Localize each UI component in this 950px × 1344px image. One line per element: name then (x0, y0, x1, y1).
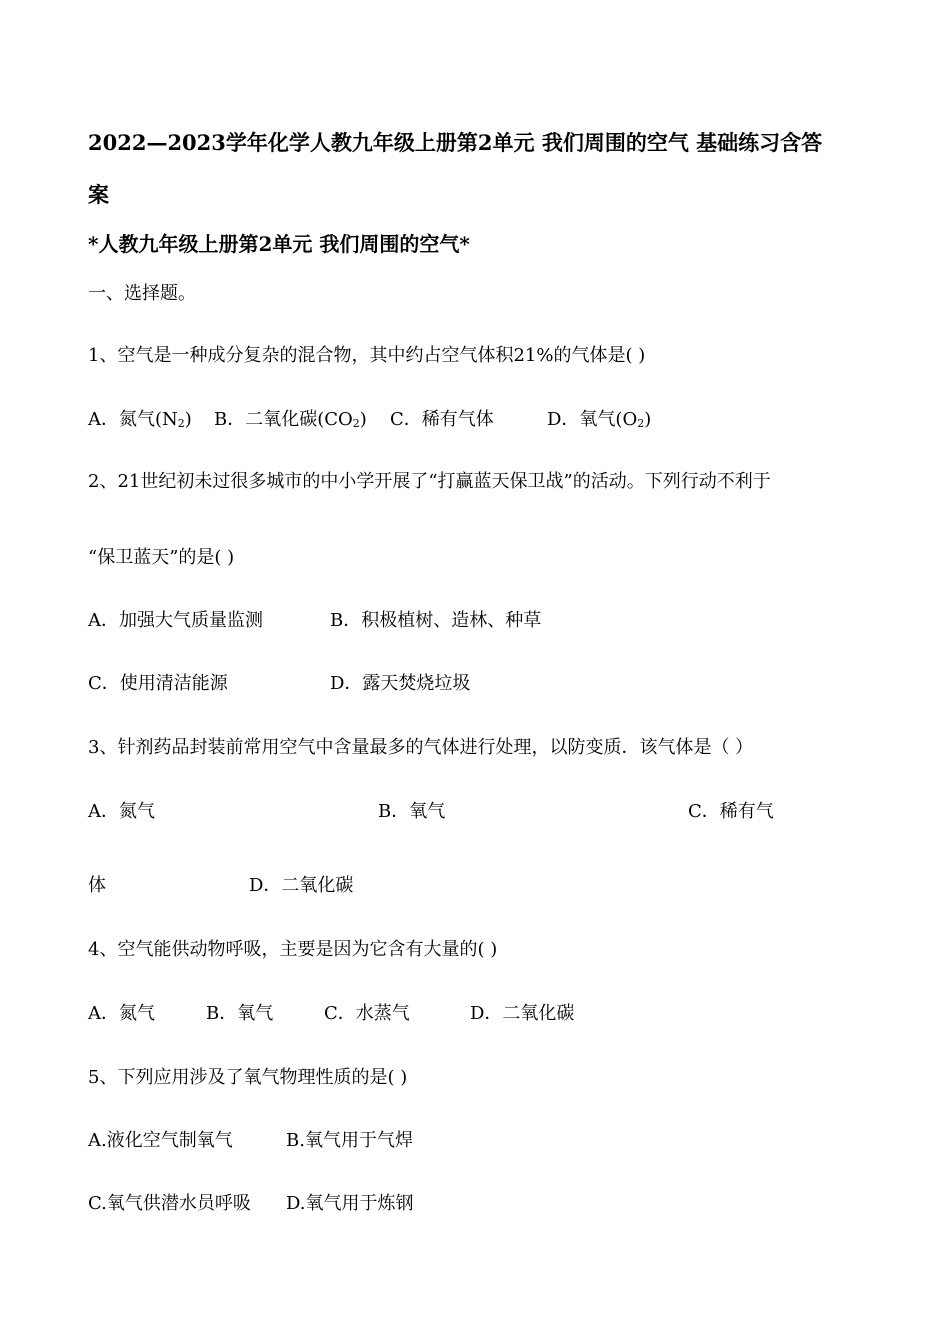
question-4-option-d: D．二氧化碳 (470, 1003, 575, 1024)
question-3-option-c-continued: 体 (88, 875, 106, 896)
question-5-option-a: A.液化空气制氧气 (88, 1130, 233, 1151)
question-5-option-c: C.氧气供潜水员呼吸 (88, 1193, 251, 1214)
question-1-option-b: B．二氧化碳$(CO_2)$ (214, 409, 367, 430)
question-5-option-b: B.氧气用于气焊 (286, 1130, 413, 1151)
question-4-stem: 4、空气能供动物呼吸，主要是因为它含有大量的( ) (88, 939, 498, 960)
question-2-stem-line-2: “保卫蓝天”的是( ) (88, 547, 235, 568)
question-3-option-a: A．氮气 (88, 801, 155, 822)
question-1-option-d: D．氧气$(O_2)$ (547, 409, 652, 430)
question-2-option-d: D．露天焚烧垃圾 (330, 673, 471, 694)
document-title-line-2: 案 (88, 182, 109, 207)
document-subtitle: *人教九年级上册第2单元 我们周围的空气* (88, 232, 470, 256)
section-heading: 一、选择题。 (88, 283, 196, 304)
question-1-option-c: C．稀有气体 (390, 409, 494, 430)
question-1-stem: 1、空气是一种成分复杂的混合物，其中约占空气体积21%的气体是( ) (88, 345, 646, 366)
question-3-option-c: C．稀有气 (688, 801, 774, 822)
question-5-option-d: D.氧气用于炼钢 (286, 1193, 414, 1214)
question-3-stem: 3、针剂药品封装前常用空气中含量最多的气体进行处理，以防变质．该气体是（ ） (88, 737, 754, 758)
question-3-option-d: D．二氧化碳 (249, 875, 354, 896)
question-1-option-a: A．氮气$(N_2)$ (88, 409, 192, 430)
document-title-line-1: 2022—2023学年化学人教九年级上册第2单元 我们周围的空气 基础练习含答 (88, 130, 823, 155)
question-2-option-c: C．使用清洁能源 (88, 673, 228, 694)
question-4-option-c: C．水蒸气 (324, 1003, 410, 1024)
question-2-stem-line-1: 2、21世纪初未过很多城市的中小学开展了“打赢蓝天保卫战”的活动。下列行动不利于 (88, 471, 771, 492)
question-5-stem: 5、下列应用涉及了氧气物理性质的是( ) (88, 1067, 408, 1088)
question-2-option-a: A．加强大气质量监测 (88, 610, 263, 631)
question-4-option-b: B．氧气 (206, 1003, 274, 1024)
question-3-option-b: B．氧气 (378, 801, 446, 822)
question-2-option-b: B．积极植树、造林、种草 (330, 610, 542, 631)
question-4-option-a: A．氮气 (88, 1003, 155, 1024)
